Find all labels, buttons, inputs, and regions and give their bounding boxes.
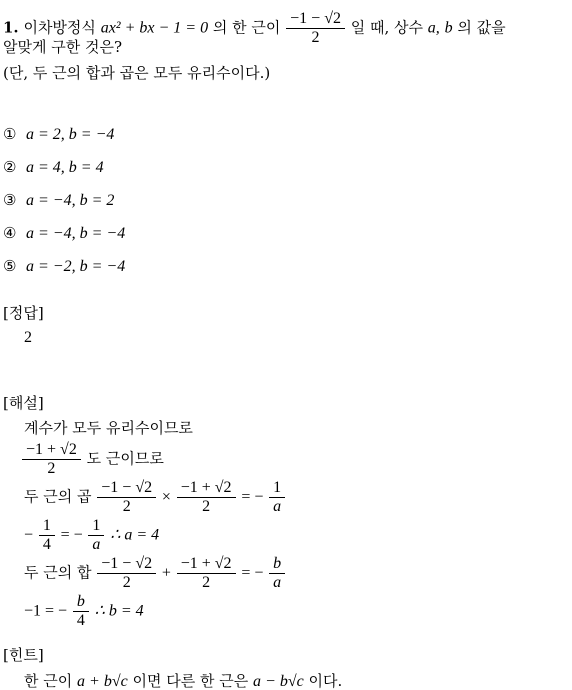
explanation-label: [해설] (3, 394, 44, 412)
explanation-line-2 (21, 441, 164, 478)
choice-3[interactable] (3, 193, 114, 209)
hint-line: 한 근이 a + b√c 이면 다른 한 근은 a − b√c 이다. (24, 672, 343, 690)
question-stem-4: 의 값을 (457, 18, 506, 37)
choice-4[interactable] (3, 226, 125, 242)
sum-fraction-1: $\frac{-1 - √2}{2}$ (99, 555, 154, 592)
conjugate-root-fraction: $\frac{-1 + √2}{2}$ (24, 441, 79, 478)
question-root-fraction (288, 10, 343, 47)
hint-label: [힌트] (3, 646, 44, 664)
question-stem-2: 의 한 근이 (212, 18, 281, 37)
explanation-line-2-tail: 도 근이므로 (86, 449, 164, 468)
question-stem-1: 이차방정식 (23, 18, 96, 37)
sum-fraction-2: $\frac{-1 + √2}{2}$ (179, 555, 234, 592)
product-fraction-1: $\frac{-1 - √2}{2}$ (99, 479, 154, 516)
question-line-2: 알맞게 구한 것은? (3, 38, 123, 56)
answer-label: [정답] (3, 304, 44, 322)
choice-mark: ⑤ (3, 257, 17, 275)
explanation-line-4: − $\frac{1}{4}$ = − $\frac{1}{a}$ ∴ a = 4 (24, 517, 160, 553)
choice-mark: ① (3, 125, 17, 143)
var-b: b (444, 19, 453, 37)
choice-text: a = 4, b = 4 (26, 159, 104, 176)
question-stem-3: 일 때, 상수 (350, 18, 424, 37)
choice-text: a = −4, b = −4 (26, 225, 126, 242)
explanation-line-1: 계수가 모두 유리수이므로 (24, 419, 193, 437)
var-a: a, (427, 19, 440, 37)
choice-mark: ② (3, 158, 17, 176)
choice-text: a = 2, b = −4 (26, 126, 115, 143)
answer-value: 2 (24, 329, 32, 346)
question-equation: ax² + bx − 1 = 0 (100, 19, 209, 37)
product-fraction-2: $\frac{-1 + √2}{2}$ (179, 479, 234, 516)
choice-text: a = −4, b = 2 (26, 192, 115, 209)
choice-mark: ③ (3, 191, 17, 209)
fraction-denominator: 2 (286, 28, 345, 47)
question-line-3: (단, 두 근의 합과 곱은 모두 유리수이다.) (3, 64, 271, 82)
fraction-numerator: −1 − √2 (290, 10, 341, 27)
explanation-product-line: 두 근의 곱 $\frac{-1 - √2}{2}$ × $\frac{-1 + √2}{2}$ = − $\frac{1}{a}$ (24, 479, 286, 516)
explanation-sum-line: 두 근의 합 $\frac{-1 - √2}{2}$ + $\frac{-1 + √2}{2}$ = − $\frac{b}{a}$ (24, 555, 286, 592)
choice-mark: ④ (3, 224, 17, 242)
choice-5[interactable] (3, 259, 125, 275)
product-rhs-fraction: $\frac{1}{a}$ (271, 479, 283, 516)
sum-rhs-fraction: $\frac{b}{a}$ (271, 555, 283, 592)
choice-2[interactable] (3, 160, 104, 176)
choice-text: a = −2, b = −4 (26, 258, 126, 275)
choice-1[interactable] (3, 127, 114, 143)
explanation-line-6: −1 = − $\frac{b}{4}$ ∴ b = 4 (24, 593, 144, 629)
question-number: 1. (3, 18, 19, 37)
